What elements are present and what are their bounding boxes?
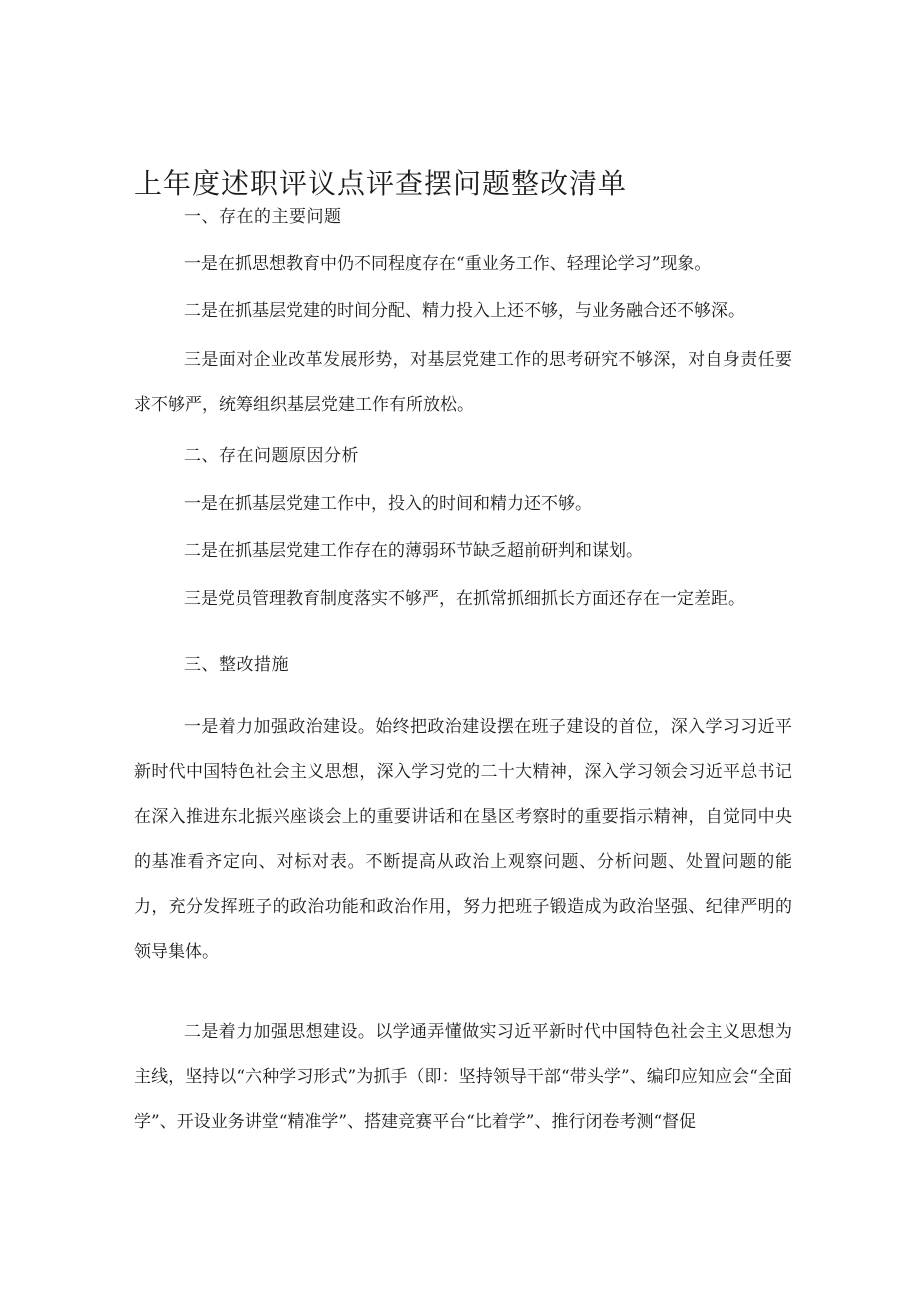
paragraph: 一是在抓思想教育中仍不同程度存在“重业务工作、轻理论学习”现象。	[184, 254, 712, 274]
paragraph: 二是在抓基层党建的时间分配、精力投入上还不够，与业务融合还不够深。	[184, 301, 745, 321]
section-heading-measures: 三、整改措施	[184, 655, 289, 675]
section-heading-causes: 二、存在问题原因分析	[184, 446, 359, 466]
paragraph: 三是面对企业改革发展形势，对基层党建工作的思考研究不够深，对自身责任要求不够严，统筹组织基层党建工作有所放松。	[134, 350, 792, 415]
paragraph: 二是着力加强思想建设。以学通弄懂做实习近平新时代中国特色社会主义思想为主线，坚持以“六种学习形式”为抓手（即：坚持领导干部“带头学”、编印应知应会“全面学”、开设业务讲堂“精准学”、搭建竞赛平台“比着学”、推行闭卷考测“督促	[134, 1022, 792, 1132]
document-title: 上年度述职评议点评查摆问题整改清单	[134, 166, 628, 200]
paragraph: 三是党员管理教育制度落实不够严，在抓常抓细抓长方面还存在一定差距。	[184, 589, 745, 609]
paragraph: 一是在抓基层党建工作中，投入的时间和精力还不够。	[184, 494, 592, 514]
section-heading-problems: 一、存在的主要问题	[184, 207, 342, 227]
paragraph: 二是在抓基层党建工作存在的薄弱环节缺乏超前研判和谋划。	[184, 541, 643, 561]
paragraph: 一是着力加强政治建设。始终把政治建设摆在班子建设的首位，深入学习习近平新时代中国特色社会主义思想，深入学习党的二十大精神，深入学习领会习近平总书记在深入推进东北振兴座谈会上的重要讲话和在垦区考察时的重要指示精神，自觉同中央的基准看齐定向、对标对表。不断提高从政治上观察问题、分析问题、处置问题的能力，充分发挥班子的政治功能和政治作用，努力把班子锻造成为政治坚强、纪律严明的领导集体。	[134, 717, 792, 962]
